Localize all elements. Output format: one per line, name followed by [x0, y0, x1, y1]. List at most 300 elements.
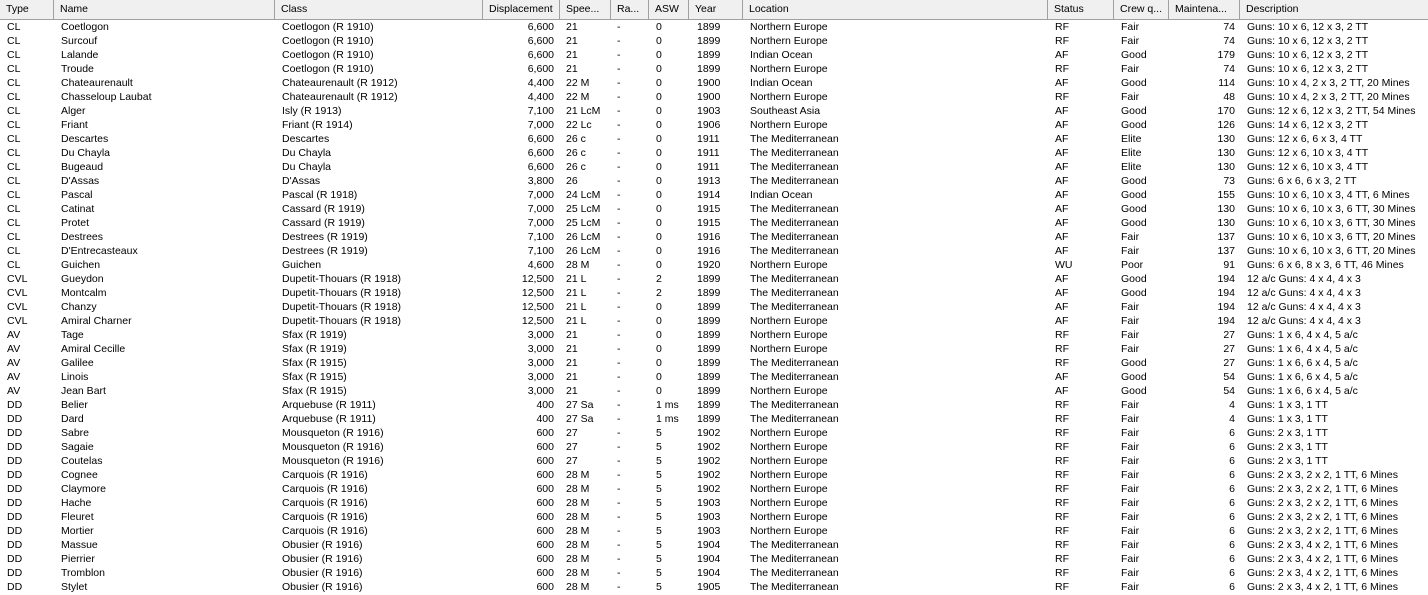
cell-range: - [617, 245, 621, 257]
cell-speed: 28 M [566, 469, 590, 481]
cell-asw: 0 [656, 371, 662, 383]
cell-description: Guns: 6 x 6, 6 x 3, 2 TT [1247, 175, 1357, 187]
cell-maintenance: 155 [1217, 189, 1235, 201]
cell-type: AV [7, 385, 21, 397]
cell-asw: 1 ms [656, 399, 679, 411]
cell-status: RF [1055, 567, 1069, 579]
cell-asw: 0 [656, 259, 662, 271]
cell-status: RF [1055, 539, 1069, 551]
cell-name: Pascal [61, 189, 93, 201]
cell-crew-quality: Fair [1121, 245, 1140, 257]
cell-class: Sfax (R 1919) [282, 343, 347, 355]
cell-displacement: 4,400 [527, 91, 554, 103]
cell-description: Guns: 2 x 3, 1 TT [1247, 455, 1328, 467]
cell-type: AV [7, 343, 21, 355]
cell-speed: 27 Sa [566, 399, 594, 411]
column-header-location[interactable]: Location [743, 0, 1048, 19]
cell-type: CVL [7, 315, 28, 327]
cell-asw: 2 [656, 287, 662, 299]
cell-description: Guns: 12 x 6, 10 x 3, 4 TT [1247, 147, 1369, 159]
cell-location: Northern Europe [750, 119, 828, 131]
cell-location: Northern Europe [750, 497, 828, 509]
table-row[interactable] [0, 384, 1428, 398]
cell-class: Obusier (R 1916) [282, 567, 363, 579]
cell-year: 1904 [697, 553, 721, 565]
cell-class: Coetlogon (R 1910) [282, 63, 374, 75]
cell-class: Destrees (R 1919) [282, 231, 368, 243]
cell-asw: 0 [656, 105, 662, 117]
cell-speed: 26 LcM [566, 231, 601, 243]
table-row[interactable] [0, 272, 1428, 286]
table-row[interactable] [0, 426, 1428, 440]
column-header-asw[interactable]: ASW [649, 0, 689, 19]
cell-location: The Mediterranean [750, 203, 839, 215]
cell-asw: 0 [656, 147, 662, 159]
table-row[interactable] [0, 160, 1428, 174]
table-row[interactable] [0, 440, 1428, 454]
cell-range: - [617, 343, 621, 355]
cell-name: Tage [61, 329, 84, 341]
table-row[interactable] [0, 300, 1428, 314]
cell-asw: 0 [656, 77, 662, 89]
column-header-maintenance[interactable]: Maintena... [1169, 0, 1240, 19]
table-row[interactable] [0, 174, 1428, 188]
cell-range: - [617, 147, 621, 159]
cell-asw: 0 [656, 91, 662, 103]
cell-type: DD [7, 567, 23, 579]
cell-crew-quality: Good [1121, 203, 1147, 215]
cell-range: - [617, 455, 621, 467]
cell-location: The Mediterranean [750, 133, 839, 145]
cell-description: Guns: 2 x 3, 2 x 2, 1 TT, 6 Mines [1247, 497, 1398, 509]
cell-status: AF [1055, 315, 1069, 327]
cell-name: Belier [61, 399, 88, 411]
cell-crew-quality: Fair [1121, 63, 1140, 75]
cell-asw: 0 [656, 329, 662, 341]
cell-name: Amiral Charner [61, 315, 132, 327]
cell-range: - [617, 539, 621, 551]
cell-type: AV [7, 329, 21, 341]
table-row[interactable] [0, 34, 1428, 48]
column-header-description[interactable]: Description [1240, 0, 1428, 19]
cell-class: Coetlogon (R 1910) [282, 35, 374, 47]
cell-status: AF [1055, 371, 1069, 383]
table-row[interactable] [0, 146, 1428, 160]
table-row[interactable] [0, 412, 1428, 426]
cell-displacement: 400 [536, 413, 554, 425]
cell-location: The Mediterranean [750, 147, 839, 159]
cell-class: Sfax (R 1915) [282, 371, 347, 383]
cell-location: Northern Europe [750, 259, 828, 271]
cell-class: Coetlogon (R 1910) [282, 21, 374, 33]
cell-range: - [617, 301, 621, 313]
cell-description: Guns: 1 x 6, 4 x 4, 5 a/c [1247, 343, 1358, 355]
cell-type: AV [7, 371, 21, 383]
column-header-displacement[interactable]: Displacement [483, 0, 560, 19]
cell-class: Arquebuse (R 1911) [282, 399, 376, 411]
cell-type: DD [7, 469, 23, 481]
cell-type: CVL [7, 273, 28, 285]
cell-crew-quality: Fair [1121, 581, 1140, 593]
cell-description: Guns: 2 x 3, 4 x 2, 1 TT, 6 Mines [1247, 581, 1398, 593]
cell-type: CL [7, 217, 21, 229]
cell-status: RF [1055, 91, 1069, 103]
table-row[interactable] [0, 510, 1428, 524]
cell-description: Guns: 10 x 6, 10 x 3, 6 TT, 20 Mines [1247, 245, 1416, 257]
cell-description: Guns: 12 x 6, 12 x 3, 2 TT, 54 Mines [1247, 105, 1416, 117]
table-row[interactable] [0, 566, 1428, 580]
cell-type: DD [7, 553, 23, 565]
cell-type: DD [7, 483, 23, 495]
cell-asw: 0 [656, 203, 662, 215]
cell-description: Guns: 12 x 6, 10 x 3, 4 TT [1247, 161, 1369, 173]
cell-year: 1899 [697, 371, 721, 383]
cell-type: CL [7, 133, 21, 145]
cell-class: Cassard (R 1919) [282, 203, 365, 215]
cell-status: AF [1055, 161, 1069, 173]
cell-range: - [617, 385, 621, 397]
cell-crew-quality: Good [1121, 105, 1147, 117]
cell-range: - [617, 315, 621, 327]
cell-name: Claymore [61, 483, 106, 495]
cell-name: Mortier [61, 525, 94, 537]
cell-speed: 28 M [566, 539, 590, 551]
cell-location: Northern Europe [750, 385, 828, 397]
cell-type: CL [7, 147, 21, 159]
cell-status: RF [1055, 329, 1069, 341]
cell-year: 1916 [697, 245, 721, 257]
cell-name: Dard [61, 413, 84, 425]
cell-description: Guns: 10 x 6, 10 x 3, 6 TT, 20 Mines [1247, 231, 1416, 243]
cell-crew-quality: Fair [1121, 413, 1140, 425]
cell-maintenance: 27 [1223, 357, 1235, 369]
cell-year: 1902 [697, 427, 721, 439]
cell-location: Northern Europe [750, 35, 828, 47]
cell-year: 1899 [697, 49, 721, 61]
cell-status: AF [1055, 245, 1069, 257]
cell-description: 12 a/c Guns: 4 x 4, 4 x 3 [1247, 273, 1361, 285]
table-row[interactable] [0, 48, 1428, 62]
cell-class: Obusier (R 1916) [282, 539, 363, 551]
cell-range: - [617, 497, 621, 509]
cell-range: - [617, 217, 621, 229]
table-row[interactable] [0, 230, 1428, 244]
cell-maintenance: 6 [1229, 511, 1235, 523]
cell-class: Carquois (R 1916) [282, 511, 368, 523]
cell-asw: 0 [656, 217, 662, 229]
cell-description: Guns: 2 x 3, 4 x 2, 1 TT, 6 Mines [1247, 539, 1398, 551]
cell-maintenance: 27 [1223, 329, 1235, 341]
cell-class: Sfax (R 1915) [282, 385, 347, 397]
cell-crew-quality: Good [1121, 49, 1147, 61]
table-row[interactable] [0, 62, 1428, 76]
cell-range: - [617, 553, 621, 565]
cell-class: Carquois (R 1916) [282, 469, 368, 481]
cell-asw: 0 [656, 49, 662, 61]
table-row[interactable] [0, 552, 1428, 566]
table-row[interactable] [0, 328, 1428, 342]
cell-status: RF [1055, 35, 1069, 47]
cell-crew-quality: Good [1121, 371, 1147, 383]
table-row[interactable] [0, 258, 1428, 272]
cell-range: - [617, 77, 621, 89]
cell-speed: 21 [566, 371, 578, 383]
cell-asw: 0 [656, 133, 662, 145]
cell-location: Indian Ocean [750, 189, 813, 201]
cell-type: AV [7, 357, 21, 369]
cell-speed: 28 M [566, 483, 590, 495]
cell-year: 1911 [697, 147, 720, 159]
cell-location: Northern Europe [750, 315, 828, 327]
cell-maintenance: 74 [1223, 35, 1235, 47]
cell-speed: 21 [566, 385, 578, 397]
cell-class: Carquois (R 1916) [282, 525, 368, 537]
cell-name: Surcouf [61, 35, 98, 47]
cell-year: 1914 [697, 189, 721, 201]
cell-type: CL [7, 161, 21, 173]
cell-status: RF [1055, 357, 1069, 369]
table-row[interactable] [0, 398, 1428, 412]
cell-class: Obusier (R 1916) [282, 581, 363, 593]
cell-name: Destrees [61, 231, 104, 243]
cell-description: Guns: 2 x 3, 2 x 2, 1 TT, 6 Mines [1247, 469, 1398, 481]
cell-maintenance: 6 [1229, 497, 1235, 509]
cell-displacement: 600 [536, 539, 554, 551]
cell-description: 12 a/c Guns: 4 x 4, 4 x 3 [1247, 315, 1361, 327]
cell-displacement: 3,000 [527, 329, 554, 341]
cell-crew-quality: Fair [1121, 329, 1140, 341]
cell-maintenance: 170 [1217, 105, 1235, 117]
cell-displacement: 7,100 [527, 231, 554, 243]
table-row[interactable] [0, 314, 1428, 328]
cell-speed: 21 [566, 35, 578, 47]
cell-class: Chateaurenault (R 1912) [282, 77, 398, 89]
cell-class: Dupetit-Thouars (R 1918) [282, 287, 402, 299]
cell-speed: 21 L [566, 273, 587, 285]
cell-status: RF [1055, 483, 1069, 495]
cell-asw: 0 [656, 343, 662, 355]
cell-speed: 28 M [566, 525, 590, 537]
table-row[interactable] [0, 244, 1428, 258]
cell-maintenance: 6 [1229, 469, 1235, 481]
cell-asw: 2 [656, 273, 662, 285]
table-row[interactable] [0, 356, 1428, 370]
cell-asw: 5 [656, 567, 662, 579]
cell-description: Guns: 1 x 3, 1 TT [1247, 413, 1328, 425]
cell-maintenance: 137 [1217, 231, 1235, 243]
cell-displacement: 6,600 [527, 21, 554, 33]
cell-range: - [617, 35, 621, 47]
cell-year: 1915 [697, 203, 721, 215]
cell-displacement: 600 [536, 497, 554, 509]
cell-year: 1899 [697, 21, 721, 33]
table-row[interactable] [0, 580, 1428, 594]
table-row[interactable] [0, 538, 1428, 552]
cell-status: RF [1055, 343, 1069, 355]
cell-year: 1903 [697, 525, 721, 537]
cell-maintenance: 6 [1229, 581, 1235, 593]
cell-range: - [617, 203, 621, 215]
cell-location: Northern Europe [750, 455, 828, 467]
table-row[interactable] [0, 496, 1428, 510]
cell-asw: 0 [656, 63, 662, 75]
cell-class: Carquois (R 1916) [282, 497, 368, 509]
table-row[interactable] [0, 76, 1428, 90]
cell-description: Guns: 1 x 6, 6 x 4, 5 a/c [1247, 371, 1358, 383]
table-row[interactable] [0, 342, 1428, 356]
cell-year: 1900 [697, 77, 721, 89]
cell-maintenance: 4 [1229, 413, 1235, 425]
column-header-class[interactable]: Class [275, 0, 483, 19]
cell-crew-quality: Fair [1121, 497, 1140, 509]
cell-name: Cognee [61, 469, 98, 481]
cell-displacement: 12,500 [521, 287, 554, 299]
cell-speed: 21 L [566, 315, 587, 327]
cell-location: Northern Europe [750, 511, 828, 523]
cell-location: Northern Europe [750, 441, 828, 453]
cell-status: RF [1055, 581, 1069, 593]
cell-name: Chateaurenault [61, 77, 133, 89]
table-row[interactable] [0, 524, 1428, 538]
cell-maintenance: 130 [1217, 217, 1235, 229]
cell-crew-quality: Poor [1121, 259, 1144, 271]
cell-class: Descartes [282, 133, 330, 145]
cell-displacement: 6,600 [527, 147, 554, 159]
cell-type: CL [7, 21, 21, 33]
cell-crew-quality: Good [1121, 189, 1147, 201]
table-row[interactable] [0, 202, 1428, 216]
cell-maintenance: 54 [1223, 385, 1235, 397]
cell-asw: 5 [656, 525, 662, 537]
table-row[interactable] [0, 370, 1428, 384]
cell-speed: 27 [566, 427, 578, 439]
cell-range: - [617, 133, 621, 145]
cell-location: The Mediterranean [750, 581, 839, 593]
cell-description: Guns: 10 x 6, 10 x 3, 4 TT, 6 Mines [1247, 189, 1410, 201]
cell-displacement: 600 [536, 511, 554, 523]
cell-class: Sfax (R 1915) [282, 357, 347, 369]
cell-asw: 0 [656, 357, 662, 369]
cell-location: Northern Europe [750, 525, 828, 537]
cell-status: WU [1055, 259, 1073, 271]
table-row[interactable] [0, 104, 1428, 118]
cell-speed: 21 [566, 21, 578, 33]
cell-displacement: 600 [536, 553, 554, 565]
column-header-range[interactable]: Ra... [611, 0, 649, 19]
cell-year: 1899 [697, 343, 721, 355]
cell-crew-quality: Fair [1121, 35, 1140, 47]
cell-range: - [617, 259, 621, 271]
cell-range: - [617, 119, 621, 131]
table-row[interactable] [0, 468, 1428, 482]
cell-type: CVL [7, 287, 28, 299]
cell-speed: 21 L [566, 287, 587, 299]
cell-speed: 27 Sa [566, 413, 594, 425]
column-header-year[interactable]: Year [689, 0, 743, 19]
cell-asw: 5 [656, 497, 662, 509]
cell-crew-quality: Fair [1121, 455, 1140, 467]
cell-class: Arquebuse (R 1911) [282, 413, 376, 425]
table-row[interactable] [0, 132, 1428, 146]
cell-displacement: 6,600 [527, 133, 554, 145]
cell-name: Troude [61, 63, 94, 75]
cell-location: The Mediterranean [750, 553, 839, 565]
cell-type: DD [7, 539, 23, 551]
cell-location: Northern Europe [750, 427, 828, 439]
table-row[interactable] [0, 20, 1428, 34]
cell-displacement: 3,000 [527, 371, 554, 383]
cell-type: DD [7, 581, 23, 593]
cell-location: The Mediterranean [750, 301, 839, 313]
cell-range: - [617, 371, 621, 383]
cell-class: Sfax (R 1919) [282, 329, 347, 341]
table-row[interactable] [0, 188, 1428, 202]
cell-name: Jean Bart [61, 385, 106, 397]
cell-status: AF [1055, 189, 1069, 201]
cell-crew-quality: Fair [1121, 301, 1140, 313]
cell-name: Amiral Cecille [61, 343, 126, 355]
cell-maintenance: 54 [1223, 371, 1235, 383]
column-header-type[interactable]: Type [0, 0, 54, 19]
cell-maintenance: 6 [1229, 441, 1235, 453]
column-header-status[interactable]: Status [1048, 0, 1114, 19]
cell-crew-quality: Fair [1121, 469, 1140, 481]
cell-asw: 5 [656, 511, 662, 523]
column-header-name[interactable]: Name [54, 0, 275, 19]
column-header-crew-quality[interactable]: Crew q... [1114, 0, 1169, 19]
table-row[interactable] [0, 454, 1428, 468]
cell-class: Carquois (R 1916) [282, 483, 368, 495]
cell-maintenance: 6 [1229, 455, 1235, 467]
cell-location: The Mediterranean [750, 287, 839, 299]
cell-class: D'Assas [282, 175, 321, 187]
column-header-speed[interactable]: Spee... [560, 0, 611, 19]
table-row[interactable] [0, 216, 1428, 230]
cell-name: Du Chayla [61, 147, 111, 159]
cell-name: Coetlogon [61, 21, 109, 33]
table-row[interactable] [0, 90, 1428, 104]
cell-name: Chanzy [61, 301, 97, 313]
cell-range: - [617, 525, 621, 537]
cell-year: 1899 [697, 273, 721, 285]
table-row[interactable] [0, 482, 1428, 496]
cell-asw: 5 [656, 483, 662, 495]
cell-range: - [617, 427, 621, 439]
cell-year: 1899 [697, 287, 721, 299]
cell-maintenance: 73 [1223, 175, 1235, 187]
cell-year: 1904 [697, 567, 721, 579]
cell-displacement: 4,400 [527, 77, 554, 89]
cell-status: AF [1055, 175, 1069, 187]
cell-type: CL [7, 203, 21, 215]
table-row[interactable] [0, 118, 1428, 132]
cell-speed: 28 M [566, 581, 590, 593]
cell-location: Indian Ocean [750, 77, 813, 89]
cell-name: D'Assas [61, 175, 100, 187]
cell-class: Mousqueton (R 1916) [282, 427, 384, 439]
cell-speed: 22 M [566, 91, 590, 103]
cell-speed: 22 Lc [566, 119, 592, 131]
cell-type: CL [7, 259, 21, 271]
cell-type: CL [7, 231, 21, 243]
cell-description: 12 a/c Guns: 4 x 4, 4 x 3 [1247, 287, 1361, 299]
cell-class: Coetlogon (R 1910) [282, 49, 374, 61]
cell-crew-quality: Fair [1121, 315, 1140, 327]
table-row[interactable] [0, 286, 1428, 300]
cell-type: CL [7, 245, 21, 257]
cell-speed: 25 LcM [566, 203, 601, 215]
cell-status: RF [1055, 21, 1069, 33]
